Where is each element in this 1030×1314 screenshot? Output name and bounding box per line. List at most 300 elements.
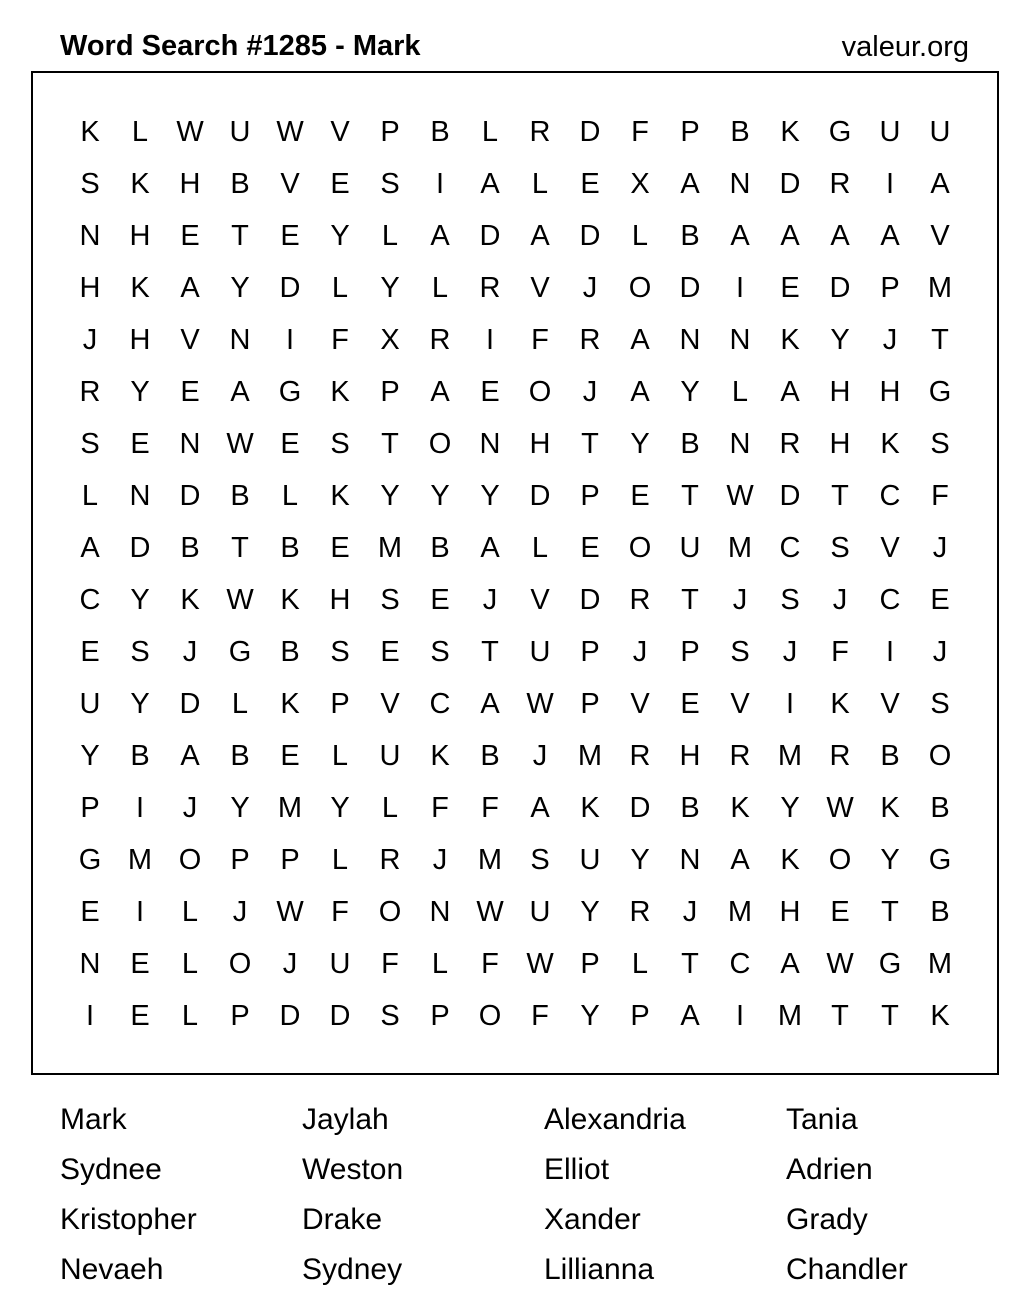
grid-letter: S	[330, 428, 350, 460]
grid-letter: K	[930, 1000, 950, 1032]
grid-letter: I	[135, 896, 145, 928]
grid-letter: S	[380, 584, 400, 616]
grid-letter: Y	[630, 428, 650, 460]
grid-letter: K	[180, 584, 200, 616]
grid-letter: N	[479, 428, 501, 460]
grid-letter: J	[882, 324, 898, 356]
grid-letter: G	[878, 948, 902, 980]
grid-letter: E	[780, 272, 800, 304]
grid-letter: K	[730, 792, 750, 824]
grid-letter: K	[280, 688, 300, 720]
grid-letter: M	[277, 792, 303, 824]
grid-letter: D	[779, 168, 801, 200]
grid-letter: K	[880, 428, 900, 460]
grid-letter: P	[430, 1000, 450, 1032]
grid-letter: P	[580, 948, 600, 980]
grid-letter: F	[481, 792, 499, 824]
grid-letter: Y	[580, 1000, 600, 1032]
grid-letter: Y	[380, 480, 400, 512]
grid-letter: A	[780, 948, 800, 980]
grid-letter: B	[180, 532, 200, 564]
grid-letter: J	[182, 636, 198, 668]
grid-letter: V	[330, 116, 350, 148]
grid-letter: O	[528, 376, 552, 408]
grid-letter: P	[380, 376, 400, 408]
grid-letter: N	[79, 220, 101, 252]
grid-letter: W	[526, 688, 554, 720]
grid-letter: A	[480, 532, 500, 564]
grid-letter: P	[280, 844, 300, 876]
grid-letter: H	[779, 896, 801, 928]
grid-letter: J	[582, 272, 598, 304]
grid-letter: F	[331, 896, 349, 928]
grid-letter: Y	[130, 376, 150, 408]
grid-letter: Y	[330, 792, 350, 824]
grid-letter: A	[680, 168, 700, 200]
grid-letter: T	[931, 324, 949, 356]
grid-letter: C	[879, 584, 901, 616]
grid-letter: Y	[80, 740, 100, 772]
grid-letter: T	[681, 480, 699, 512]
grid-letter: D	[479, 220, 501, 252]
page-title: Word Search #1285 - Mark	[60, 30, 421, 62]
grid-letter: D	[779, 480, 801, 512]
grid-letter: K	[130, 272, 150, 304]
grid-letter: G	[828, 116, 852, 148]
grid-letter: E	[80, 636, 100, 668]
grid-letter: P	[880, 272, 900, 304]
word-list-item: Xander	[544, 1203, 641, 1236]
grid-letter: X	[630, 168, 650, 200]
grid-letter: V	[530, 272, 550, 304]
grid-letter: J	[782, 636, 798, 668]
grid-letter: H	[79, 272, 101, 304]
word-list-item: Weston	[302, 1153, 404, 1186]
grid-letter: E	[430, 584, 450, 616]
grid-letter: P	[580, 480, 600, 512]
grid-letter: A	[730, 220, 750, 252]
grid-letter: A	[180, 272, 200, 304]
grid-letter: T	[681, 584, 699, 616]
grid-letter: L	[331, 844, 349, 876]
grid-letter: L	[331, 272, 349, 304]
grid-letter: N	[729, 168, 751, 200]
grid-letter: N	[679, 324, 701, 356]
grid-letter: B	[430, 116, 450, 148]
grid-letter: N	[679, 844, 701, 876]
grid-letter: S	[330, 636, 350, 668]
grid-letter: P	[680, 116, 700, 148]
grid-letter: S	[530, 844, 550, 876]
grid-letter: D	[629, 792, 651, 824]
grid-letter: M	[777, 740, 803, 772]
grid-letter: I	[85, 1000, 95, 1032]
grid-letter: D	[129, 532, 151, 564]
grid-letter: E	[830, 896, 850, 928]
grid-letter: D	[829, 272, 851, 304]
grid-letter: V	[630, 688, 650, 720]
grid-letter: M	[927, 948, 953, 980]
grid-letter: V	[880, 532, 900, 564]
grid-letter: J	[232, 896, 248, 928]
grid-letter: F	[931, 480, 949, 512]
grid-letter: A	[430, 220, 450, 252]
grid-letter: H	[829, 428, 851, 460]
grid-letter: S	[930, 688, 950, 720]
grid-letter: A	[730, 844, 750, 876]
grid-letter: V	[930, 220, 950, 252]
grid-letter: V	[180, 324, 200, 356]
grid-letter: E	[630, 480, 650, 512]
grid-letter: U	[579, 844, 601, 876]
grid-letter: K	[780, 116, 800, 148]
grid-letter: A	[880, 220, 900, 252]
grid-letter: H	[129, 220, 151, 252]
grid-letter: Y	[880, 844, 900, 876]
grid-letter: J	[432, 844, 448, 876]
grid-letter: M	[577, 740, 603, 772]
grid-letter: L	[531, 532, 549, 564]
grid-letter: L	[331, 740, 349, 772]
grid-letter: Y	[230, 792, 250, 824]
grid-letter: E	[480, 376, 500, 408]
grid-letter: F	[831, 636, 849, 668]
grid-letter: I	[435, 168, 445, 200]
word-list-item: Drake	[302, 1203, 383, 1236]
grid-letter: U	[679, 532, 701, 564]
grid-letter: S	[780, 584, 800, 616]
grid-letter: R	[629, 896, 651, 928]
grid-letter: J	[282, 948, 298, 980]
grid-letter: Y	[780, 792, 800, 824]
word-list-item: Lillianna	[544, 1253, 655, 1286]
grid-letter: B	[930, 896, 950, 928]
grid-letter: R	[79, 376, 101, 408]
grid-letter: R	[779, 428, 801, 460]
grid-letter: L	[431, 948, 449, 980]
grid-letter: E	[330, 532, 350, 564]
grid-letter: P	[80, 792, 100, 824]
grid-letter: R	[729, 740, 751, 772]
grid-letter: R	[529, 116, 551, 148]
grid-letter: H	[879, 376, 901, 408]
grid-letter: K	[130, 168, 150, 200]
grid-letter: K	[80, 116, 100, 148]
word-list-item: Alexandria	[544, 1103, 686, 1136]
grid-letter: I	[135, 792, 145, 824]
grid-letter: D	[579, 584, 601, 616]
grid-letter: A	[230, 376, 250, 408]
grid-letter: A	[530, 792, 550, 824]
grid-letter: F	[631, 116, 649, 148]
grid-letter: R	[379, 844, 401, 876]
grid-letter: W	[826, 948, 854, 980]
grid-letter: D	[529, 480, 551, 512]
word-list-item: Grady	[786, 1203, 868, 1236]
grid-letter: I	[735, 272, 745, 304]
grid-letter: I	[785, 688, 795, 720]
word-list-item: Sydnee	[60, 1153, 162, 1186]
grid-letter: K	[780, 324, 800, 356]
grid-letter: Y	[130, 688, 150, 720]
grid-letter: E	[380, 636, 400, 668]
grid-letter: K	[280, 584, 300, 616]
grid-letter: B	[430, 532, 450, 564]
word-list-item: Tania	[786, 1103, 858, 1136]
grid-letter: H	[179, 168, 201, 200]
grid-letter: S	[380, 168, 400, 200]
grid-letter: K	[430, 740, 450, 772]
grid-letter: S	[830, 532, 850, 564]
grid-letter: A	[80, 532, 100, 564]
grid-letter: R	[629, 584, 651, 616]
grid-letter: F	[381, 948, 399, 980]
grid-letter: E	[580, 168, 600, 200]
grid-letter: E	[180, 220, 200, 252]
grid-letter: L	[481, 116, 499, 148]
grid-letter: J	[932, 532, 948, 564]
grid-letter: D	[179, 480, 201, 512]
grid-letter: R	[429, 324, 451, 356]
grid-letter: W	[226, 584, 254, 616]
grid-letter: L	[81, 480, 99, 512]
grid-letter: T	[681, 948, 699, 980]
grid-letter: J	[582, 376, 598, 408]
grid-letter: H	[129, 324, 151, 356]
grid-letter: V	[530, 584, 550, 616]
grid-letter: Y	[230, 272, 250, 304]
grid-letter: J	[532, 740, 548, 772]
grid-letter: S	[80, 428, 100, 460]
grid-letter: J	[182, 792, 198, 824]
grid-letter: T	[231, 220, 249, 252]
grid-letter: E	[930, 584, 950, 616]
grid-letter: I	[735, 1000, 745, 1032]
grid-letter: O	[178, 844, 202, 876]
grid-letter: B	[280, 532, 300, 564]
grid-letter: B	[230, 168, 250, 200]
grid-letter: N	[179, 428, 201, 460]
grid-letter: S	[730, 636, 750, 668]
grid-letter: L	[181, 948, 199, 980]
grid-letter: F	[531, 1000, 549, 1032]
grid-letter: H	[329, 584, 351, 616]
grid-letter: Y	[480, 480, 500, 512]
grid-letter: T	[881, 896, 899, 928]
grid-letter: E	[330, 168, 350, 200]
grid-letter: S	[430, 636, 450, 668]
grid-letter: P	[230, 844, 250, 876]
grid-letter: E	[130, 1000, 150, 1032]
grid-letter: O	[628, 272, 652, 304]
grid-letter: I	[485, 324, 495, 356]
grid-letter: Y	[830, 324, 850, 356]
grid-letter: G	[278, 376, 302, 408]
grid-letter: U	[79, 688, 101, 720]
grid-letter: L	[181, 896, 199, 928]
grid-letter: L	[631, 220, 649, 252]
grid-letter: I	[885, 168, 895, 200]
grid-letter: A	[780, 220, 800, 252]
grid-letter: K	[330, 480, 350, 512]
grid-letter: E	[680, 688, 700, 720]
grid-letter: I	[885, 636, 895, 668]
grid-letter: S	[130, 636, 150, 668]
grid-letter: J	[832, 584, 848, 616]
grid-letter: H	[679, 740, 701, 772]
grid-letter: H	[529, 428, 551, 460]
grid-letter: W	[276, 896, 304, 928]
grid-letter: R	[579, 324, 601, 356]
grid-letter: H	[829, 376, 851, 408]
grid-letter: X	[380, 324, 400, 356]
grid-letter: C	[729, 948, 751, 980]
grid-letter: P	[630, 1000, 650, 1032]
word-list-item: Sydney	[302, 1253, 403, 1286]
grid-letter: P	[380, 116, 400, 148]
grid-letter: J	[82, 324, 98, 356]
grid-letter: F	[531, 324, 549, 356]
grid-letter: D	[579, 220, 601, 252]
grid-letter: W	[826, 792, 854, 824]
grid-letter: W	[226, 428, 254, 460]
grid-letter: Y	[130, 584, 150, 616]
grid-letter: U	[229, 116, 251, 148]
grid-letter: A	[630, 376, 650, 408]
grid-letter: R	[829, 168, 851, 200]
grid-letter: R	[479, 272, 501, 304]
grid-letter: L	[731, 376, 749, 408]
grid-letter: E	[580, 532, 600, 564]
grid-letter: B	[480, 740, 500, 772]
grid-letter: B	[930, 792, 950, 824]
grid-letter: W	[176, 116, 204, 148]
grid-letter: W	[726, 480, 754, 512]
grid-letter: M	[727, 896, 753, 928]
grid-letter: O	[428, 428, 452, 460]
grid-letter: Y	[330, 220, 350, 252]
grid-letter: U	[879, 116, 901, 148]
grid-letter: N	[229, 324, 251, 356]
grid-letter: L	[281, 480, 299, 512]
grid-letter: W	[276, 116, 304, 148]
grid-letter: B	[230, 480, 250, 512]
grid-letter: O	[478, 1000, 502, 1032]
grid-letter: A	[680, 1000, 700, 1032]
grid-letter: N	[129, 480, 151, 512]
grid-letter: N	[729, 324, 751, 356]
grid-letter: E	[130, 428, 150, 460]
grid-letter: U	[529, 896, 551, 928]
grid-letter: C	[79, 584, 101, 616]
word-list-item: Adrien	[786, 1153, 873, 1186]
grid-letter: M	[777, 1000, 803, 1032]
word-list	[60, 1095, 1028, 1295]
grid-letter: B	[880, 740, 900, 772]
grid-letter: J	[932, 636, 948, 668]
grid-letter: L	[381, 792, 399, 824]
grid-letter: G	[928, 376, 952, 408]
grid-letter: V	[730, 688, 750, 720]
grid-letter: E	[130, 948, 150, 980]
grid-letter: E	[280, 740, 300, 772]
grid-letter: N	[429, 896, 451, 928]
grid-letter: Y	[580, 896, 600, 928]
grid-letter: W	[526, 948, 554, 980]
grid-letter: A	[830, 220, 850, 252]
grid-letter: V	[880, 688, 900, 720]
grid-letter: J	[732, 584, 748, 616]
grid-letter: A	[480, 168, 500, 200]
grid-letter: D	[279, 1000, 301, 1032]
grid-letter: L	[431, 272, 449, 304]
grid-letter: C	[879, 480, 901, 512]
grid-letter: B	[280, 636, 300, 668]
grid-letter: T	[481, 636, 499, 668]
grid-letter: K	[880, 792, 900, 824]
grid-letter: L	[231, 688, 249, 720]
grid-letter: V	[380, 688, 400, 720]
word-list-item: Nevaeh	[60, 1253, 164, 1286]
grid-letter: T	[381, 428, 399, 460]
grid-letter: A	[180, 740, 200, 772]
grid-letter: B	[680, 428, 700, 460]
grid-letter: P	[580, 688, 600, 720]
grid-letter: U	[929, 116, 951, 148]
grid-letter: U	[529, 636, 551, 668]
grid-letter: M	[377, 532, 403, 564]
grid-letter: Y	[430, 480, 450, 512]
letter-grid	[65, 106, 965, 1042]
grid-letter: P	[680, 636, 700, 668]
word-list-item: Chandler	[786, 1253, 908, 1286]
grid-letter: E	[280, 428, 300, 460]
grid-letter: F	[481, 948, 499, 980]
grid-letter: J	[682, 896, 698, 928]
word-list-item: Elliot	[544, 1153, 610, 1186]
grid-letter: A	[530, 220, 550, 252]
grid-letter: D	[179, 688, 201, 720]
grid-letter: T	[831, 1000, 849, 1032]
grid-letter: G	[928, 844, 952, 876]
site-name: valeur.org	[841, 31, 969, 63]
grid-letter: P	[330, 688, 350, 720]
grid-letter: C	[429, 688, 451, 720]
grid-letter: Y	[380, 272, 400, 304]
grid-letter: A	[480, 688, 500, 720]
grid-letter: A	[430, 376, 450, 408]
grid-letter: L	[131, 116, 149, 148]
grid-letter: A	[780, 376, 800, 408]
grid-letter: T	[231, 532, 249, 564]
grid-letter: D	[579, 116, 601, 148]
puzzle-box	[31, 71, 999, 1075]
grid-letter: B	[730, 116, 750, 148]
grid-letter: L	[631, 948, 649, 980]
grid-letter: P	[580, 636, 600, 668]
grid-letter: V	[280, 168, 300, 200]
grid-letter: K	[830, 688, 850, 720]
grid-letter: W	[476, 896, 504, 928]
grid-letter: F	[331, 324, 349, 356]
grid-letter: D	[279, 272, 301, 304]
grid-letter: O	[228, 948, 252, 980]
word-list-item: Jaylah	[302, 1103, 389, 1136]
grid-letter: N	[79, 948, 101, 980]
grid-letter: R	[629, 740, 651, 772]
grid-letter: E	[80, 896, 100, 928]
grid-letter: R	[829, 740, 851, 772]
